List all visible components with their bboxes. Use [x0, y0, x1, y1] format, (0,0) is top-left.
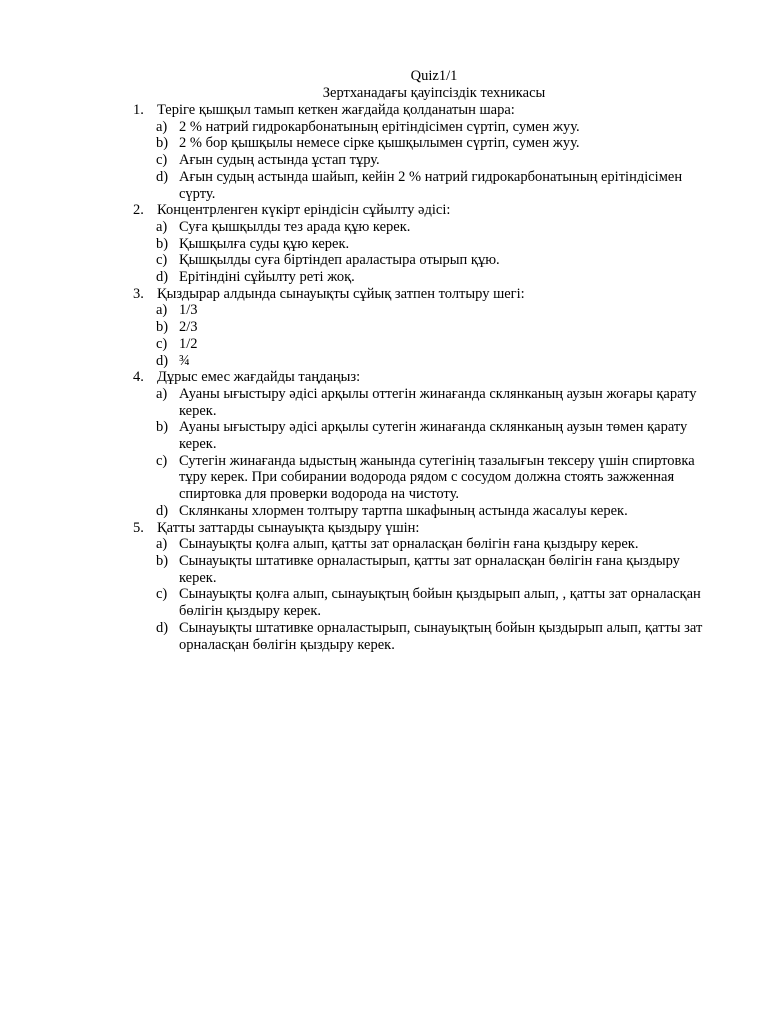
answer-option	[0, 553, 719, 586]
option-letter: b)	[156, 135, 169, 152]
answer-option	[0, 353, 719, 370]
option-letter: c)	[156, 335, 168, 352]
answer-option	[0, 453, 719, 503]
option-letter: b)	[156, 319, 169, 336]
option-text: 2 % натрий гидрокарбонатының ерітіндісімен сүртіп, сумен жуу.	[179, 118, 580, 135]
option-text: Ағын судың астында ұстап тұру.	[179, 152, 380, 169]
question-text: Теріге қышқыл тамып кеткен жағдайда қолданатын шара:	[157, 102, 515, 118]
option-letter: a)	[156, 536, 168, 553]
question-text: Қатты заттарды сынауықта қыздыру үшін:	[157, 519, 420, 536]
option-letter: c)	[156, 452, 168, 469]
answer-option	[0, 252, 719, 269]
option-letter: c)	[156, 586, 168, 603]
option-letter: a)	[156, 218, 168, 235]
question-item	[0, 202, 768, 286]
option-text: Сынауықты қолға алып, сынауықтың бойын қыздырып алып, , қатты зат орналасқан бөлігін қыздыру керек.	[179, 586, 701, 620]
option-text: 2/3	[179, 319, 198, 336]
option-text: ¾	[179, 352, 190, 369]
question-list	[0, 102, 768, 653]
answer-option	[0, 503, 719, 520]
question-row	[0, 520, 717, 537]
option-text: 1/2	[179, 335, 198, 352]
question-number: 2.	[133, 202, 144, 219]
option-text: Қышқылға суды құю керек.	[179, 235, 350, 252]
question-text: Дұрыс емес жағдайды таңдаңыз:	[157, 369, 361, 386]
answer-option	[0, 536, 719, 553]
option-text: Ерітіндіні сұйылту реті жоқ.	[179, 269, 355, 286]
option-letter: a)	[156, 118, 168, 135]
option-letter: d)	[156, 502, 169, 519]
quiz-subtitle: Зертханадағы қауіпсіздік техникасы	[322, 85, 546, 101]
option-letter: d)	[156, 269, 169, 286]
answer-option	[0, 135, 719, 152]
option-letter: b)	[156, 419, 169, 436]
option-letter: a)	[156, 385, 168, 402]
question-number: 5.	[133, 519, 144, 536]
option-text: Суға қышқылды тез арада құю керек.	[179, 218, 411, 235]
option-text: Қышқылды суға біртіндеп араластыра отырып құю.	[179, 252, 500, 269]
option-letter: a)	[156, 302, 168, 319]
option-text: Ауаны ығыстыру әдісі арқылы оттегін жинағанда склянканың аузын жоғары қарату керек.	[179, 385, 697, 419]
question-row	[0, 369, 717, 386]
option-letter: d)	[156, 619, 169, 636]
answer-option	[0, 419, 719, 452]
question-row	[0, 286, 717, 303]
question-text: Қыздырар алдында сынауықты сұйық затпен толтыру шегі:	[157, 285, 525, 302]
option-text: 2 % бор қышқылы немесе сірке қышқылымен сүртіп, сумен жуу.	[179, 135, 580, 152]
question-number: 1.	[133, 102, 144, 118]
option-text: 1/3	[179, 302, 198, 319]
answer-option	[0, 319, 719, 336]
option-letter: b)	[156, 235, 169, 252]
answer-option	[0, 236, 719, 253]
option-letter: d)	[156, 168, 169, 185]
option-text: Сутегін жинағанда ыдыстың жанында сутегінің тазалығын тексеру үшін спиртовка тұру керек. При собирании водорода рядом с сосудом должна стоять зажженная спиртовка для проверки водорода на чистоту.	[179, 452, 695, 503]
answer-option	[0, 586, 719, 619]
option-text: Сынауықты штативке орналастырып, қатты зат орналасқан бөлігін ғана қыздыру керек.	[179, 552, 680, 586]
question-row	[0, 102, 717, 119]
question-item	[0, 102, 768, 202]
question-item	[0, 286, 768, 370]
question-row	[0, 202, 717, 219]
answer-option	[0, 620, 719, 653]
answer-option	[0, 269, 719, 286]
answer-option	[0, 119, 719, 136]
answer-option	[0, 302, 719, 319]
question-number: 4.	[133, 369, 144, 386]
option-text: Сынауықты штативке орналастырып, сынауықтың бойын қыздырып алып, қатты зат орналасқан бөлігін қыздыру керек.	[179, 619, 703, 653]
option-text: Сынауықты қолға алып, қатты зат орналасқан бөлігін ғана қыздыру керек.	[179, 536, 639, 553]
question-number: 3.	[133, 285, 144, 302]
option-text: Склянканы хлормен толтыру тартпа шкафының астында жасалуы керек.	[179, 502, 628, 519]
question-item	[0, 369, 768, 519]
question-text: Концентрленген күкірт ерiндiсiн сұйылту әдісі:	[157, 202, 451, 219]
option-text: Ауаны ығыстыру әдісі арқылы сутегін жинағанда склянканың аузын төмен қарату керек.	[179, 419, 688, 453]
option-letter: b)	[156, 552, 169, 569]
answer-option	[0, 336, 719, 353]
answer-option	[0, 219, 719, 236]
answer-option	[0, 152, 719, 169]
option-text: Ағын судың астында шайып, кейін 2 % натрий гидрокарбонатының ерітіндісімен сүрту.	[179, 168, 683, 202]
question-item	[0, 520, 768, 654]
answer-option	[0, 169, 719, 202]
option-letter: c)	[156, 252, 168, 269]
option-letter: c)	[156, 152, 168, 169]
option-letter: d)	[156, 352, 169, 369]
answer-option	[0, 386, 719, 419]
quiz-title: Quiz1/1	[410, 68, 458, 84]
